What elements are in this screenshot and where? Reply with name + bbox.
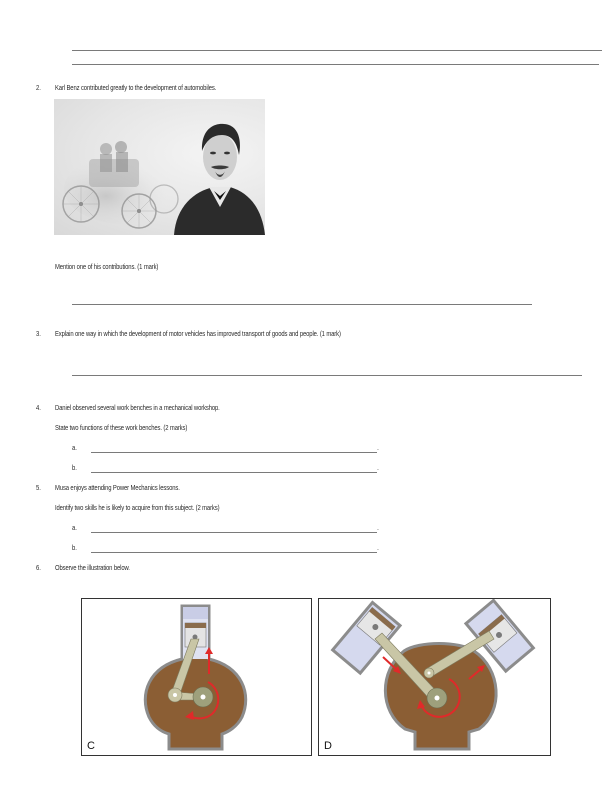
question-text: Explain one way in which the development of motor vehicles has improved transport of goods and people. (1 mark) (55, 329, 341, 338)
answer-label: a. (72, 523, 77, 532)
answer-line[interactable] (72, 50, 602, 51)
figure-d-v-engine (318, 598, 551, 756)
question-number: 2. (36, 83, 41, 92)
question-number: 4. (36, 403, 41, 412)
answer-period: . (377, 445, 379, 452)
question-number: 6. (36, 563, 41, 572)
answer-period: . (377, 465, 379, 472)
answer-label: b. (72, 463, 77, 472)
question-text: Daniel observed several work benches in a mechanical workshop. (55, 403, 220, 412)
answer-line[interactable] (91, 452, 377, 453)
answer-label: a. (72, 443, 77, 452)
question-sub-prompt: Mention one of his contributions. (1 mark) (55, 262, 159, 271)
figure-c-single-cylinder-engine (81, 598, 312, 756)
answer-label: b. (72, 543, 77, 552)
answer-line[interactable] (91, 552, 377, 553)
question-text: Musa enjoys attending Power Mechanics lessons. (55, 483, 180, 492)
answer-line[interactable] (91, 532, 377, 533)
answer-line[interactable] (72, 375, 582, 376)
answer-period: . (377, 525, 379, 532)
answer-period: . (377, 545, 379, 552)
question-sub-prompt: Identify two skills he is likely to acquire from this subject. (2 marks) (55, 503, 220, 512)
figure-label: D (324, 740, 332, 752)
question-number: 3. (36, 329, 41, 338)
karl-benz-photo (54, 99, 265, 235)
question-number: 5. (36, 483, 41, 492)
answer-line[interactable] (72, 64, 599, 65)
question-sub-prompt: State two functions of these work benches. (2 marks) (55, 423, 188, 432)
answer-line[interactable] (72, 304, 532, 305)
v-engine-icon (319, 599, 550, 755)
karl-benz-image-icon (54, 99, 265, 235)
answer-line[interactable] (91, 472, 377, 473)
single-cylinder-engine-icon (82, 599, 311, 755)
question-text: Karl Benz contributed greatly to the development of automobiles. (55, 83, 217, 92)
question-text: Observe the illustration below. (55, 563, 130, 572)
figure-label: C (87, 740, 95, 752)
